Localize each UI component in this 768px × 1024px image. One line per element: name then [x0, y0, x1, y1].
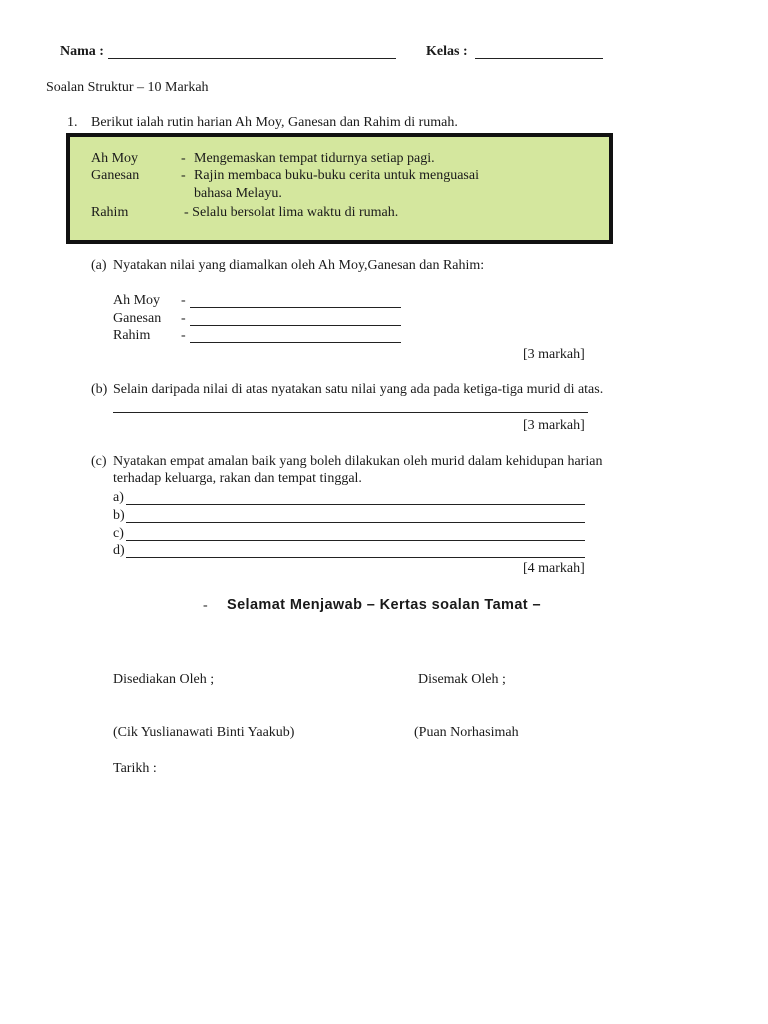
- routine-name: Ganesan: [91, 168, 140, 183]
- routine-activity: Rajin membaca buku-buku cerita untuk menguasai: [194, 168, 479, 183]
- part-b-label: (b): [91, 382, 108, 397]
- list-item-label: c): [113, 526, 124, 541]
- part-c-label: (c): [91, 454, 107, 469]
- routine-dash: -: [181, 168, 186, 183]
- prepared-by-label: Disediakan Oleh ;: [113, 672, 215, 687]
- class-label: Kelas :: [426, 44, 468, 59]
- name-answer-line[interactable]: [108, 58, 396, 59]
- closing-text: Selamat Menjawab – Kertas soalan Tamat –: [227, 597, 541, 613]
- list-item-label: a): [113, 490, 124, 505]
- part-b-answer-line[interactable]: [113, 412, 588, 413]
- answer-name: Ah Moy: [113, 293, 161, 308]
- answer-line-ah-moy[interactable]: [190, 307, 401, 308]
- answer-line-ganesan[interactable]: [190, 325, 401, 326]
- answer-name: Rahim: [113, 328, 151, 343]
- routine-name: Rahim: [91, 205, 129, 220]
- routine-activity-continued: bahasa Melayu.: [194, 186, 282, 201]
- part-b-marks: [3 markah]: [523, 418, 585, 433]
- checker-name: (Puan Norhasimah: [414, 725, 519, 740]
- answer-name: Ganesan: [113, 311, 162, 326]
- answer-line-rahim[interactable]: [190, 342, 401, 343]
- preparer-name: (Cik Yuslianawati Binti Yaakub): [113, 725, 295, 740]
- part-a-label: (a): [91, 258, 107, 273]
- list-item-label: d): [113, 543, 125, 558]
- part-a-marks: [3 markah]: [523, 347, 585, 362]
- part-c-answer-line-c[interactable]: [126, 540, 585, 541]
- routine-activity: - Selalu bersolat lima waktu di rumah.: [184, 205, 399, 220]
- list-item-label: b): [113, 508, 125, 523]
- name-label: Nama :: [60, 44, 104, 59]
- answer-dash: -: [181, 311, 186, 326]
- routine-activity: Mengemaskan tempat tidurnya setiap pagi.: [194, 151, 435, 166]
- closing-dash: -: [203, 598, 208, 613]
- part-b-text: Selain daripada nilai di atas nyatakan satu nilai yang ada pada ketiga-tiga murid di atas.: [113, 382, 604, 397]
- routine-name: Ah Moy: [91, 151, 139, 166]
- answer-dash: -: [181, 293, 186, 308]
- section-title: Soalan Struktur – 10 Markah: [46, 80, 209, 95]
- part-a-text: Nyatakan nilai yang diamalkan oleh Ah Moy,Ganesan dan Rahim:: [113, 258, 485, 273]
- routine-dash: -: [181, 151, 186, 166]
- class-answer-line[interactable]: [475, 58, 603, 59]
- part-c-marks: [4 markah]: [523, 561, 585, 576]
- checked-by-label: Disemak Oleh ;: [418, 672, 506, 687]
- part-c-text: Nyatakan empat amalan baik yang boleh dilakukan oleh murid dalam kehidupan harian: [113, 454, 603, 469]
- part-c-answer-line-b[interactable]: [126, 522, 585, 523]
- question-number: 1.: [67, 115, 78, 130]
- part-c-text-continued: terhadap keluarga, rakan dan tempat tinggal.: [113, 471, 362, 486]
- answer-dash: -: [181, 328, 186, 343]
- question-text: Berikut ialah rutin harian Ah Moy, Ganesan dan Rahim di rumah.: [91, 115, 458, 130]
- part-c-answer-line-d[interactable]: [126, 557, 585, 558]
- date-label: Tarikh :: [113, 761, 157, 776]
- part-c-answer-line-a[interactable]: [126, 504, 585, 505]
